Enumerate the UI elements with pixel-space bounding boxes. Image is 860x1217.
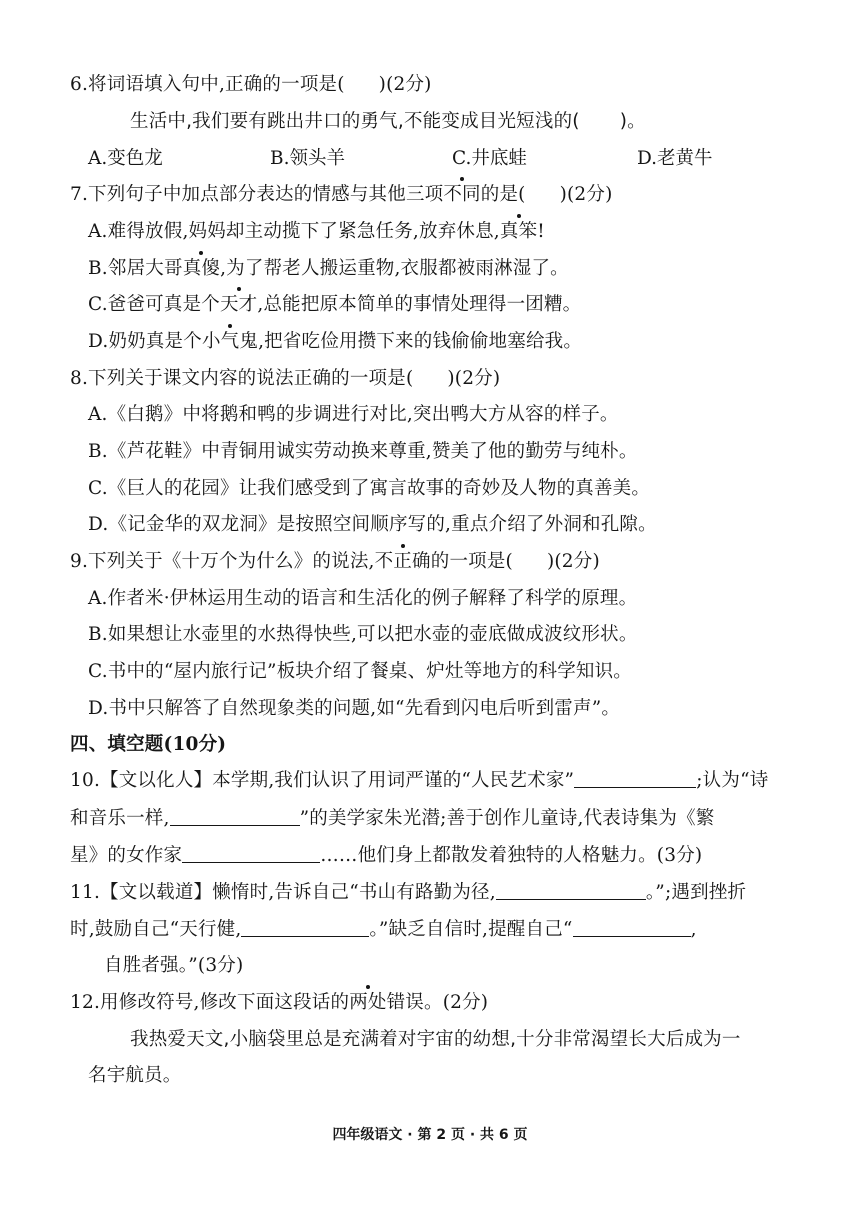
fill-blank-line [496,881,646,900]
question-6-text: 6.将词语填入句中,正确的一项是( [70,74,345,95]
question-8-option-c: C.《巨人的花园》让我们感受到了寓言故事的奇妙及人物的真善美。 [88,478,651,499]
question-12-text: 12.用修改符号,修改下面这段话的 [70,992,350,1013]
question-11-text: 时,鼓励自己“天行健, [70,919,242,940]
question-9-score: )(2分) [546,551,600,572]
option-text-end: ,总能把原本简单的事情处理得一团糟。 [257,294,582,315]
question-6-option-d: D.老黄牛 [637,148,713,169]
question-9-text-end: 的一项是( [430,551,513,572]
emphasis-mark: 不正确 [375,549,431,575]
question-11-text-end: , [690,919,697,940]
question-11-line-2 [70,917,697,943]
question-12-paragraph-line-1: 我热爱天文,小脑袋里总是充满着对宇宙的幼想,十分非常渴望长大后成为一 [130,1029,741,1050]
question-7-option-c [88,292,581,318]
question-6-option-c: C.井底蛙 [452,148,527,169]
question-8-option-a: A.《白鹅》中将鹅和鸭的步调进行对比,突出鸭大方从容的样子。 [88,404,619,425]
option-text-end: ! [537,221,545,242]
emphasis-mark: 小气鬼 [202,329,258,355]
question-11-text-end: 。”;遇到挫折 [645,882,747,903]
question-7-score: )(2分) [559,184,613,205]
fill-blank-line [182,844,320,863]
question-9-option-b: B.如果想让水壶里的水热得快些,可以把水壶的壶底做成波纹形状。 [88,624,638,645]
question-11-line-1 [70,880,746,906]
emphasis-mark: 天才 [220,292,257,318]
emphasis-mark: 真笨 [500,219,537,245]
question-9-option-c: C.书中的“屋内旅行记”板块介绍了餐桌、炉灶等地方的科学知识。 [88,661,632,682]
question-10-text-end: ;认为“诗 [696,770,769,791]
question-12-text-end: 错误。(2分) [386,992,489,1013]
question-8-stem [70,366,500,392]
emphasis-mark: 真傻 [183,256,220,282]
question-6-sentence [130,109,646,135]
emphasis-mark: 两处 [349,990,386,1016]
fill-blank-line [573,918,691,937]
question-9-option-d: D.书中只解答了自然现象类的问题,如“先看到闪电后听到雷声”。 [88,698,621,719]
question-12-paragraph-line-2: 名宇航员。 [88,1065,182,1086]
question-10-text: 10.【文以化人】本学期,我们认识了用词严谨的“人民艺术家” [70,770,575,791]
question-10-text: 和音乐一样, [70,808,170,829]
question-8-option-d: D.《记金华的双龙洞》是按照空间顺序写的,重点介绍了外洞和孔隙。 [88,514,657,535]
question-9-text: 9.下列关于《十万个为什么》的说法, [70,551,375,572]
option-text: D.奶奶真是个 [88,331,202,352]
fill-blank-line [574,769,696,788]
emphasis-mark: 不同 [443,182,480,208]
fill-blank-line [241,918,369,937]
option-text: B.邻居大哥 [88,258,183,279]
question-11-text: 11.【文以载道】懒惰时,告诉自己“书山有路勤为径, [70,882,496,903]
question-11-text-mid: 。”缺乏自信时,提醒自己“ [369,919,573,940]
question-8-score: )(2分) [447,368,501,389]
question-10-line-3 [70,843,702,869]
question-6-sentence-text: 生活中,我们要有跳出井口的勇气,不能变成目光短浅的( [130,111,580,132]
question-12-stem [70,990,488,1016]
question-7-text: 7.下列句子中加点部分表达的情感与其他三项 [70,184,444,205]
option-text: C.爸爸可真是个 [88,294,220,315]
question-8-option-b: B.《芦花鞋》中青铜用诚实劳动换来尊重,赞美了他的勤劳与纯朴。 [88,441,638,462]
question-6-stem [70,72,432,98]
question-10-line-1 [70,768,768,794]
question-9-option-a: A.作者米·伊林运用生动的语言和生活化的例子解释了科学的原理。 [88,588,638,609]
question-10-text-end: ……他们身上都散发着独特的人格魅力。(3分) [320,845,703,866]
question-7-stem [70,182,613,208]
page-footer: 四年级语文 · 第 2 页 · 共 6 页 [332,1127,528,1143]
fill-blank-line [170,807,300,826]
question-7-option-b [88,256,569,282]
option-text: A.难得放假,妈妈却主动揽下了紧急任务,放弃休息, [88,221,500,242]
question-7-option-a [88,219,545,245]
section-heading: 四、填空题(10分) [70,734,227,755]
question-11-line-3: 自胜者强。”(3分) [104,955,244,976]
question-6-sentence-end: )。 [619,111,646,132]
option-text-end: ,为了帮老人搬运重物,衣服都被雨淋湿了。 [220,258,569,279]
question-6-option-b: B.领头羊 [270,148,345,169]
question-6-option-a: A.变色龙 [88,148,163,169]
question-10-text-end: ”的美学家朱光潜;善于创作儿童诗,代表诗集为《繁 [299,808,715,829]
question-7-text-end: 的是( [480,184,526,205]
question-8-text: 8.下列关于课文内容的说法正确的一项是( [70,368,414,389]
question-10-line-2 [70,806,714,832]
question-7-option-d [88,329,582,355]
question-9-stem [70,549,600,575]
question-6-score: )(2分) [378,74,432,95]
question-10-text: 星》的女作家 [70,845,183,866]
option-text-end: ,把省吃俭用攒下来的钱偷偷地塞给我。 [258,331,583,352]
